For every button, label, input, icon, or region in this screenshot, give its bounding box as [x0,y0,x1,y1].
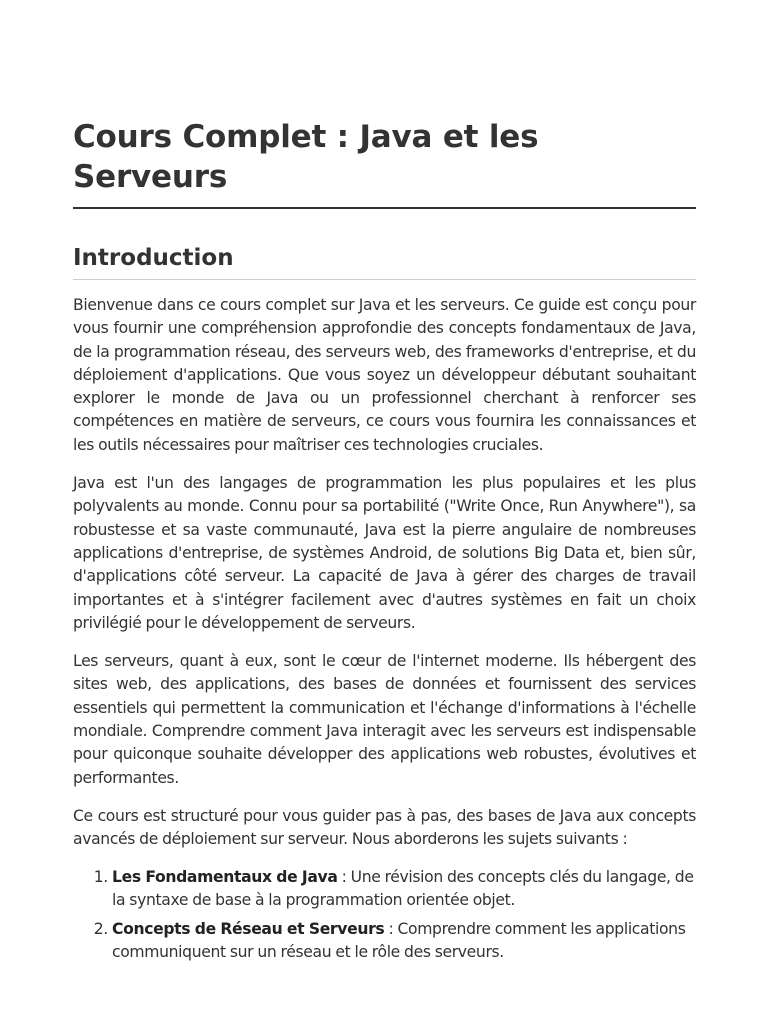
intro-paragraph-1: Bienvenue dans ce cours complet sur Java et les serveurs. Ce guide est conçu pour vous fournir une compréhension approfondie des concepts fondamentaux de Java, de la programmation réseau, des serveurs web, des frameworks d'entreprise, et du déploiement d'applications. Que vous soyez un développeur débutant souhaitant explorer le monde de Java ou un professionnel cherchant à renforcer ses compétences en matière de serveurs, ce cours vous fournira les connaissances et les outils nécessaires pour maîtriser ces technologies cruciales. [73,296,696,454]
page-title: Cours Complet : Java et les Serveurs [73,0,696,209]
topics-list [73,866,696,965]
topic-description: : Une révision des concepts clés du langage, de la syntaxe de base à la programmation orientée objet. [112,867,694,909]
topic-term: Les Fondamentaux de Java [112,867,338,886]
topic-term: Concepts de Réseau et Serveurs [112,920,385,939]
intro-paragraph-3: Les serveurs, quant à eux, sont le cœur de l'internet moderne. Ils hébergent des sites web, des applications, des bases de données et fournissent des services essentiels qui permettent la communication et l'échange d'informations à l'échelle mondiale. Comprendre comment Java interagit avec les serveurs est indispensable pour quiconque souhaite développer des applications web robustes, évolutives et performantes. [73,652,696,787]
intro-paragraph-4: Ce cours est structuré pour vous guider pas à pas, des bases de Java aux concepts avancés de déploiement sur serveur. Nous aborderons les sujets suivants : [73,806,696,849]
list-item [112,866,696,913]
section-heading-introduction: Introduction [73,243,696,280]
list-item [112,918,696,965]
intro-paragraph-2: Java est l'un des langages de programmation les plus populaires et les plus polyvalents au monde. Connu pour sa portabilité ("Write Once, Run Anywhere"), sa robustesse et sa vaste communauté, Java est la pierre angulaire de nombreuses applications d'entreprise, de systèmes Android, de solutions Big Data et, bien sûr, d'applications côté serveur. La capacité de Java à gérer des charges de travail importantes et à s'intégrer facilement avec d'autres systèmes en fait un choix privilégié pour le développement de serveurs. [73,474,696,632]
topic-description: : Comprendre comment les applications communiquent sur un réseau et le rôle des serveurs. [112,920,686,962]
